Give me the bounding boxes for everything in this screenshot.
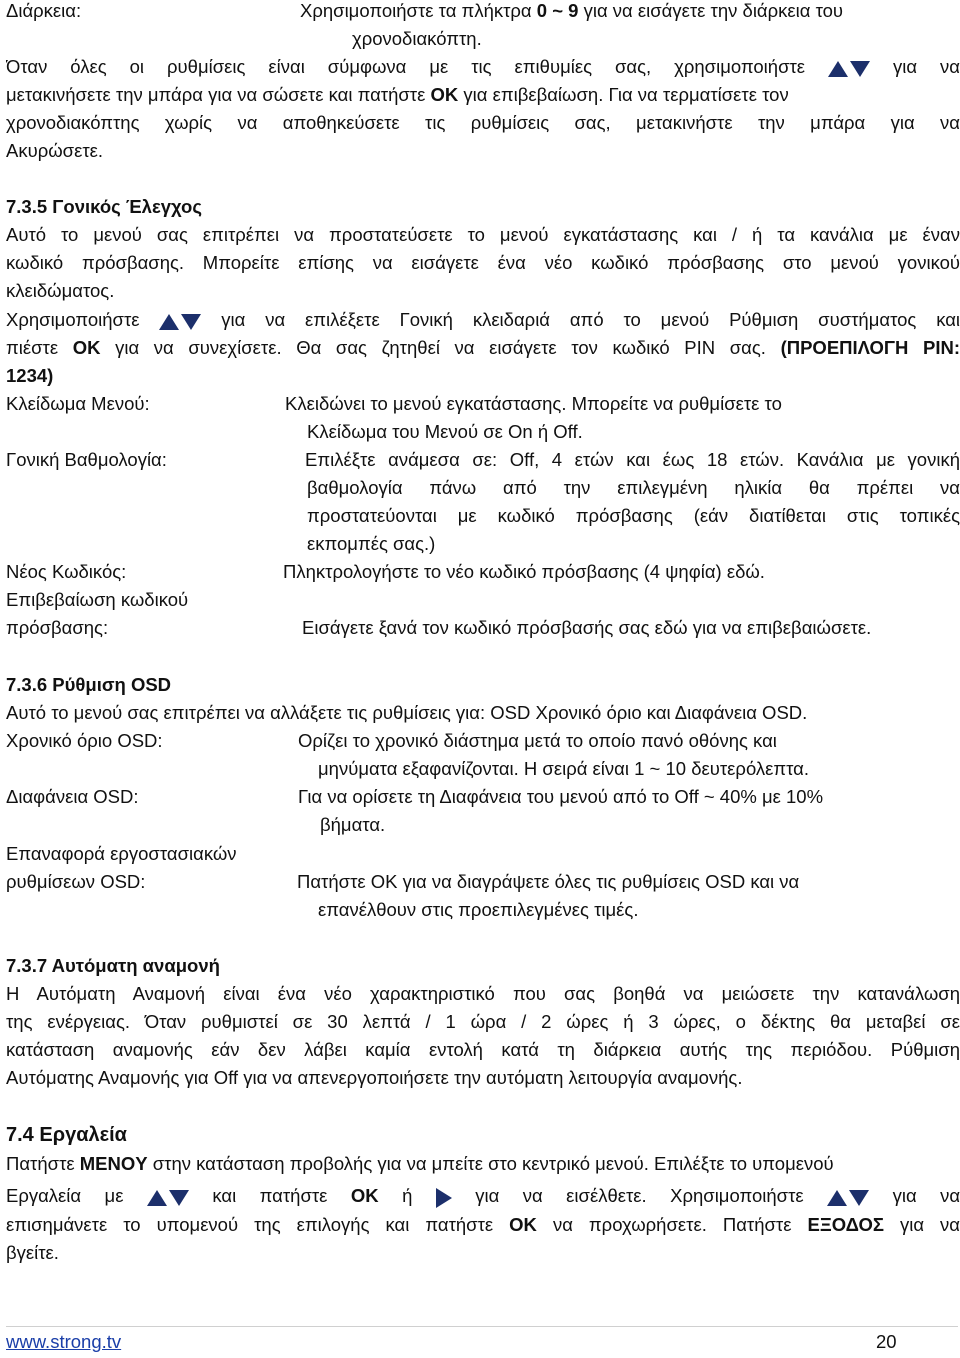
paragraph-line: χρονοδιακόπτης χωρίς να αποθηκεύσετε τις ρυθμίσεις σας, μετακινήστε την μπάρα για να (6, 112, 960, 133)
osd-timeout-label: Χρονικό όριο OSD: (6, 730, 163, 751)
text: για να (883, 1214, 960, 1235)
osd-timeout-description: μηνύματα εξαφανίζονται. Η σειρά είναι 1 ~ 10 δευτερόλεπτα. (318, 758, 810, 779)
text: και πατήστε (212, 1185, 328, 1206)
text: για επιβεβαίωση. Για να τερματίσετε τον (458, 84, 789, 105)
new-code-label: Νέος Κωδικός: (6, 561, 127, 582)
paragraph-line: κωδικό πρόσβασης. Μπορείτε επίσης να εισάγετε ένα νέο κωδικό πρόσβασης στο μενού γονικού (6, 252, 960, 273)
parental-rating-description: προστατεύονται με κωδικό πρόσβασης (εάν διατίθεται στις τοπικές (307, 505, 960, 526)
menu-lock-description: Κλείδωμα του Μενού σε On ή Off. (307, 421, 583, 442)
exit-key: ΕΞΟΔΟΣ (807, 1214, 884, 1235)
default-pin-note: (ΠΡΟΕΠΙΛΟΓΗ PIN: (780, 337, 960, 358)
paragraph-line: Ακυρώσετε. (6, 140, 104, 161)
duration-label: Διάρκεια: (6, 0, 82, 21)
paragraph-line (6, 306, 960, 334)
paragraph-line: Η Αυτόματη Αναμονή είναι ένα νέο χαρακτηριστικό που σας βοηθά να μειώσετε την κατανάλωση (6, 983, 960, 1004)
confirm-code-label: Επιβεβαίωση κωδικού (6, 589, 189, 610)
text: για να (893, 56, 960, 77)
text: πιέστε (6, 337, 73, 358)
right-arrow-key-icon (436, 1183, 452, 1210)
duration-description-cont: χρονοδιακόπτη. (352, 28, 482, 49)
menu-lock-label: Κλείδωμα Μενού: (6, 393, 150, 414)
osd-transparency-label: Διαφάνεια OSD: (6, 786, 139, 807)
ok-key: OK (430, 84, 459, 105)
parental-rating-description: βαθμολογία πάνω από την επιλεγμένη ηλικία θα πρέπει να (307, 477, 960, 498)
section-heading-osd-settings: 7.3.6 Ρύθμιση OSD (6, 674, 172, 695)
menu-lock-description: Κλειδώνει το μενού εγκατάστασης. Μπορείτε να ρυθμίσετε το (285, 393, 782, 414)
osd-timeout-description: Ορίζει το χρονικό διάστημα μετά το οποίο πανό οθόνης και (298, 730, 777, 751)
paragraph-line: κλειδώματος. (6, 280, 115, 301)
footer-website-link[interactable]: www.strong.tv (6, 1331, 122, 1352)
paragraph-line: Αυτό το μενού σας επιτρέπει να προστατεύσετε το μενού εγκατάστασης και / ή τα κανάλια με έναν (6, 224, 960, 245)
new-code-description: Πληκτρολογήστε το νέο κωδικό πρόσβασης (4 ψηφία) εδώ. (283, 561, 765, 582)
duration-description (300, 0, 843, 25)
parental-rating-label: Γονική Βαθμολογία: (6, 449, 167, 470)
page-number: 20 (876, 1331, 897, 1352)
up-down-arrow-keys-icon (827, 1183, 869, 1210)
paragraph-line (6, 1182, 960, 1210)
osd-transparency-description: Για να ορίσετε τη Διαφάνεια του μενού από το Off ~ 40% με 10% (298, 786, 824, 807)
paragraph-line: Αυτόματης Αναμονής για Off για να απενεργοποιήσετε την αυτόματη λειτουργία αναμονής. (6, 1067, 743, 1088)
up-down-arrow-keys-icon (159, 307, 201, 334)
confirm-code-label: πρόσβασης: (6, 617, 109, 638)
paragraph-line (6, 334, 960, 362)
section-heading-tools: 7.4 Εργαλεία (6, 1124, 127, 1146)
osd-transparency-description: βήματα. (320, 814, 386, 835)
paragraph-line: Αυτό το μενού σας επιτρέπει να αλλάξετε τις ρυθμίσεις για: OSD Χρονικό όριο και Διαφάνεια OSD. (6, 702, 808, 723)
text: για να (892, 1185, 960, 1206)
osd-reset-label: Επαναφορά εργοστασιακών (6, 843, 237, 864)
text: για να εισέλθετε. Χρησιμοποιήστε (475, 1185, 804, 1206)
text: για να επιλέξετε Γονική κλειδαριά από το μενού Ρύθμιση συστήματος και (221, 309, 960, 330)
confirm-code-description: Εισάγετε ξανά τον κωδικό πρόσβασής σας εδώ για να επιβεβαιώσετε. (302, 617, 872, 638)
parental-rating-description: εκπομπές σας.) (307, 533, 436, 554)
text: Πατήστε (6, 1153, 80, 1174)
text: Εργαλεία με (6, 1185, 124, 1206)
paragraph-line (6, 53, 960, 81)
digit-keys: 0 ~ 9 (536, 0, 579, 21)
section-heading-parental-control: 7.3.5 Γονικός Έλεγχος (6, 196, 202, 217)
osd-reset-description: Πατήστε OK για να διαγράψετε όλες τις ρυθμίσεις OSD και να (297, 871, 800, 892)
osd-reset-description: επανέλθουν στις προεπιλεγμένες τιμές. (318, 899, 639, 920)
footer-divider (6, 1326, 958, 1327)
ok-key: OK (72, 337, 101, 358)
text: Όταν όλες οι ρυθμίσεις είναι σύμφωνα με τις επιθυμίες σας, χρησιμοποιήστε (6, 56, 806, 77)
paragraph-line: κατάσταση αναμονής εάν δεν λάβει καμία εντολή κατά τη διάρκεια αυτής της περιόδου. Ρύθμιση (6, 1039, 960, 1060)
up-down-arrow-keys-icon (147, 1183, 189, 1210)
duration-text-end: για να εισάγετε την διάρκεια του (578, 0, 844, 21)
paragraph-line: της ενέργειας. Όταν ρυθμιστεί σε 30 λεπτά / 1 ώρα / 2 ώρες ή 3 ώρες, ο δέκτης θα μεταβεί σε (6, 1011, 960, 1032)
text: μετακινήσετε την μπάρα για να σώσετε και πατήστε (6, 84, 431, 105)
paragraph-line: βγείτε. (6, 1242, 59, 1263)
default-pin-value: 1234) (6, 365, 54, 386)
text: για να συνεχίσετε. Θα σας ζητηθεί να εισάγετε τον κωδικό PIN σας. (100, 337, 781, 358)
text: στην κατάσταση προβολής για να μπείτε στο κεντρικό μενού. Επιλέξτε το υπομενού (147, 1153, 834, 1174)
paragraph-line (6, 1211, 960, 1239)
osd-reset-label: ρυθμίσεων OSD: (6, 871, 146, 892)
text: επισημάνετε το υπομενού της επιλογής και πατήστε (6, 1214, 510, 1235)
ok-key: OK (509, 1214, 537, 1235)
up-down-arrow-keys-icon (828, 54, 870, 81)
section-heading-auto-standby: 7.3.7 Αυτόματη αναμονή (6, 955, 220, 976)
ok-key: OK (350, 1185, 379, 1206)
parental-rating-description: Επιλέξτε ανάμεσα σε: Off, 4 ετών και έως 18 ετών. Κανάλια με γονική (305, 449, 960, 470)
text: Χρησιμοποιήστε (6, 309, 140, 330)
text: ή (402, 1185, 413, 1206)
text: να προχωρήσετε. Πατήστε (536, 1214, 808, 1235)
duration-text: Χρησιμοποιήστε τα πλήκτρα (300, 0, 537, 21)
menu-key: MENOY (79, 1153, 148, 1174)
paragraph-line (6, 1150, 834, 1178)
paragraph-line (6, 81, 789, 109)
